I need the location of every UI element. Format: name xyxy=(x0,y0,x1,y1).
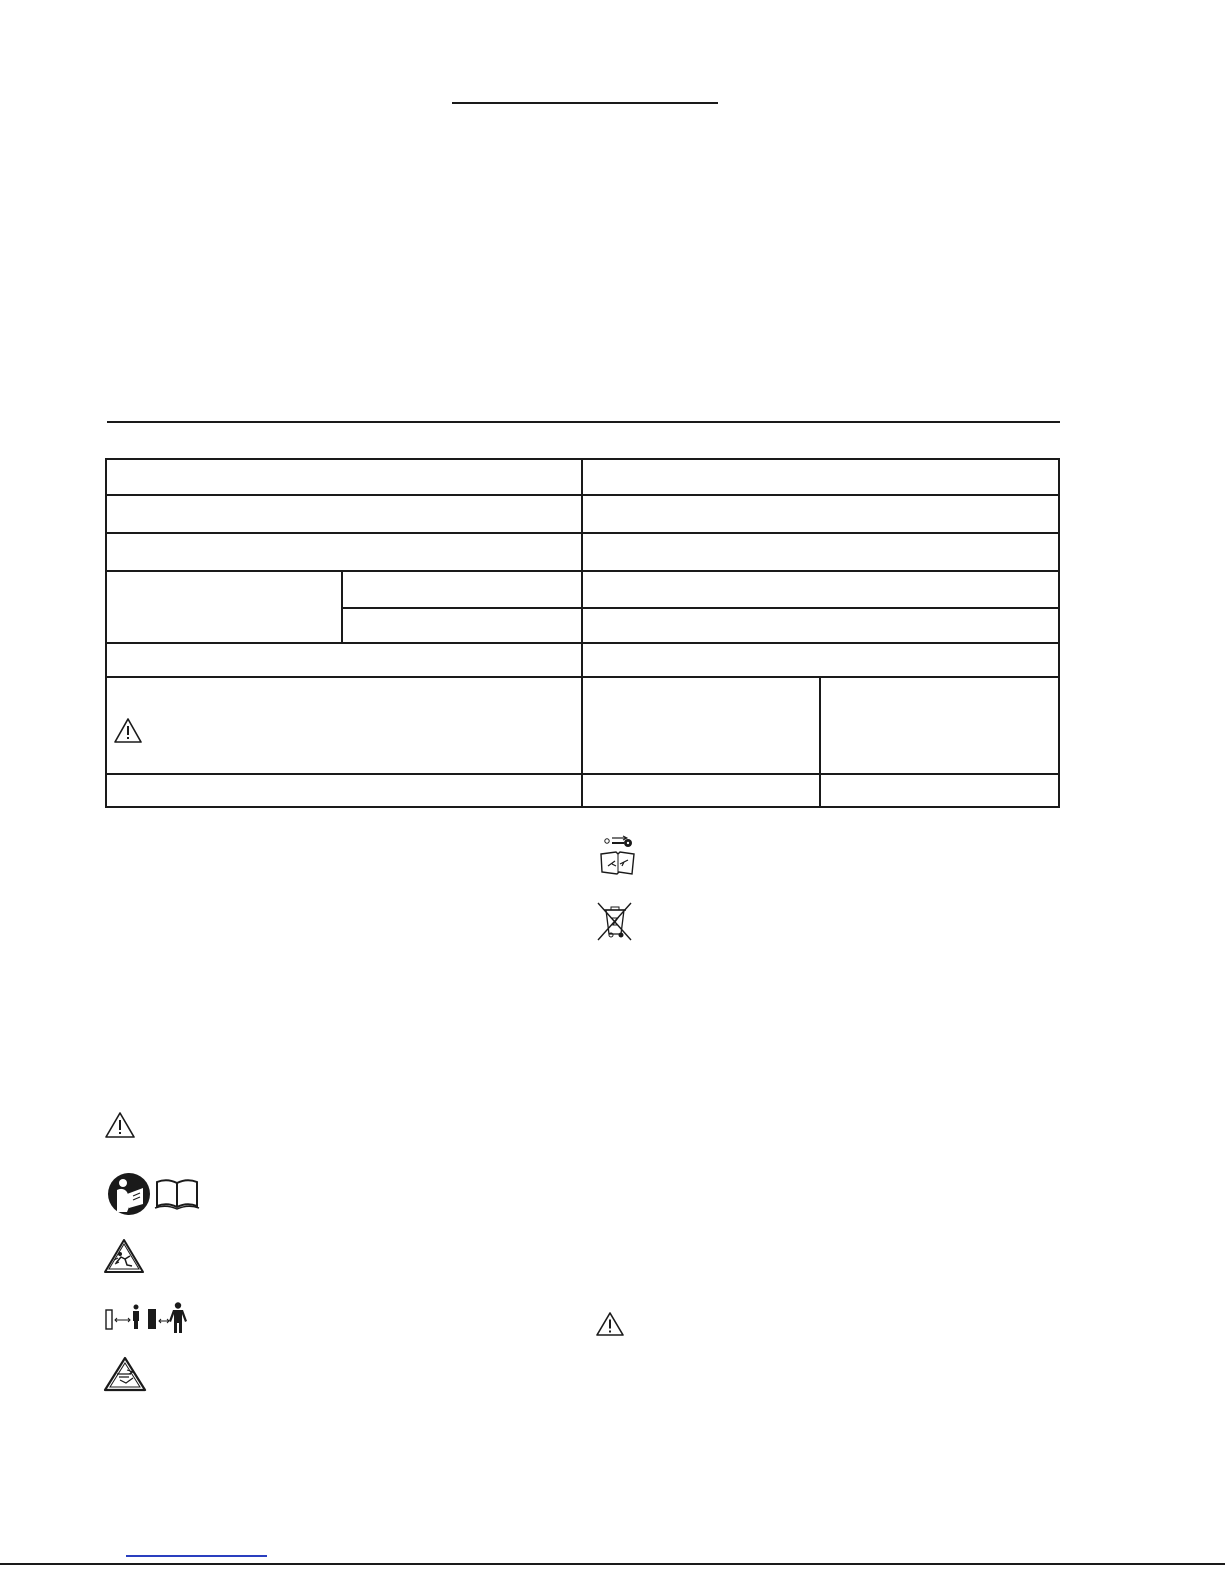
page-bottom-rule xyxy=(0,1563,1225,1565)
kickback-warning-icon xyxy=(103,1238,145,1274)
warning-triangle-icon xyxy=(104,1111,136,1139)
weee-bin-icon xyxy=(596,900,634,942)
flying-debris-icon xyxy=(103,1356,147,1392)
warning-triangle-icon xyxy=(113,717,143,744)
col-line xyxy=(819,676,821,808)
spec-table xyxy=(105,458,1060,808)
footer-link-underline xyxy=(126,1555,267,1557)
warning-triangle-icon xyxy=(595,1311,625,1337)
unplug-key-manual-icon xyxy=(598,836,638,878)
row-line xyxy=(343,607,1060,609)
col-line xyxy=(581,458,583,808)
read-manual-icon xyxy=(107,1172,203,1218)
keep-distance-icon xyxy=(105,1302,191,1334)
col-line xyxy=(341,570,343,644)
section-divider xyxy=(107,421,1060,423)
title-underline xyxy=(452,102,718,104)
